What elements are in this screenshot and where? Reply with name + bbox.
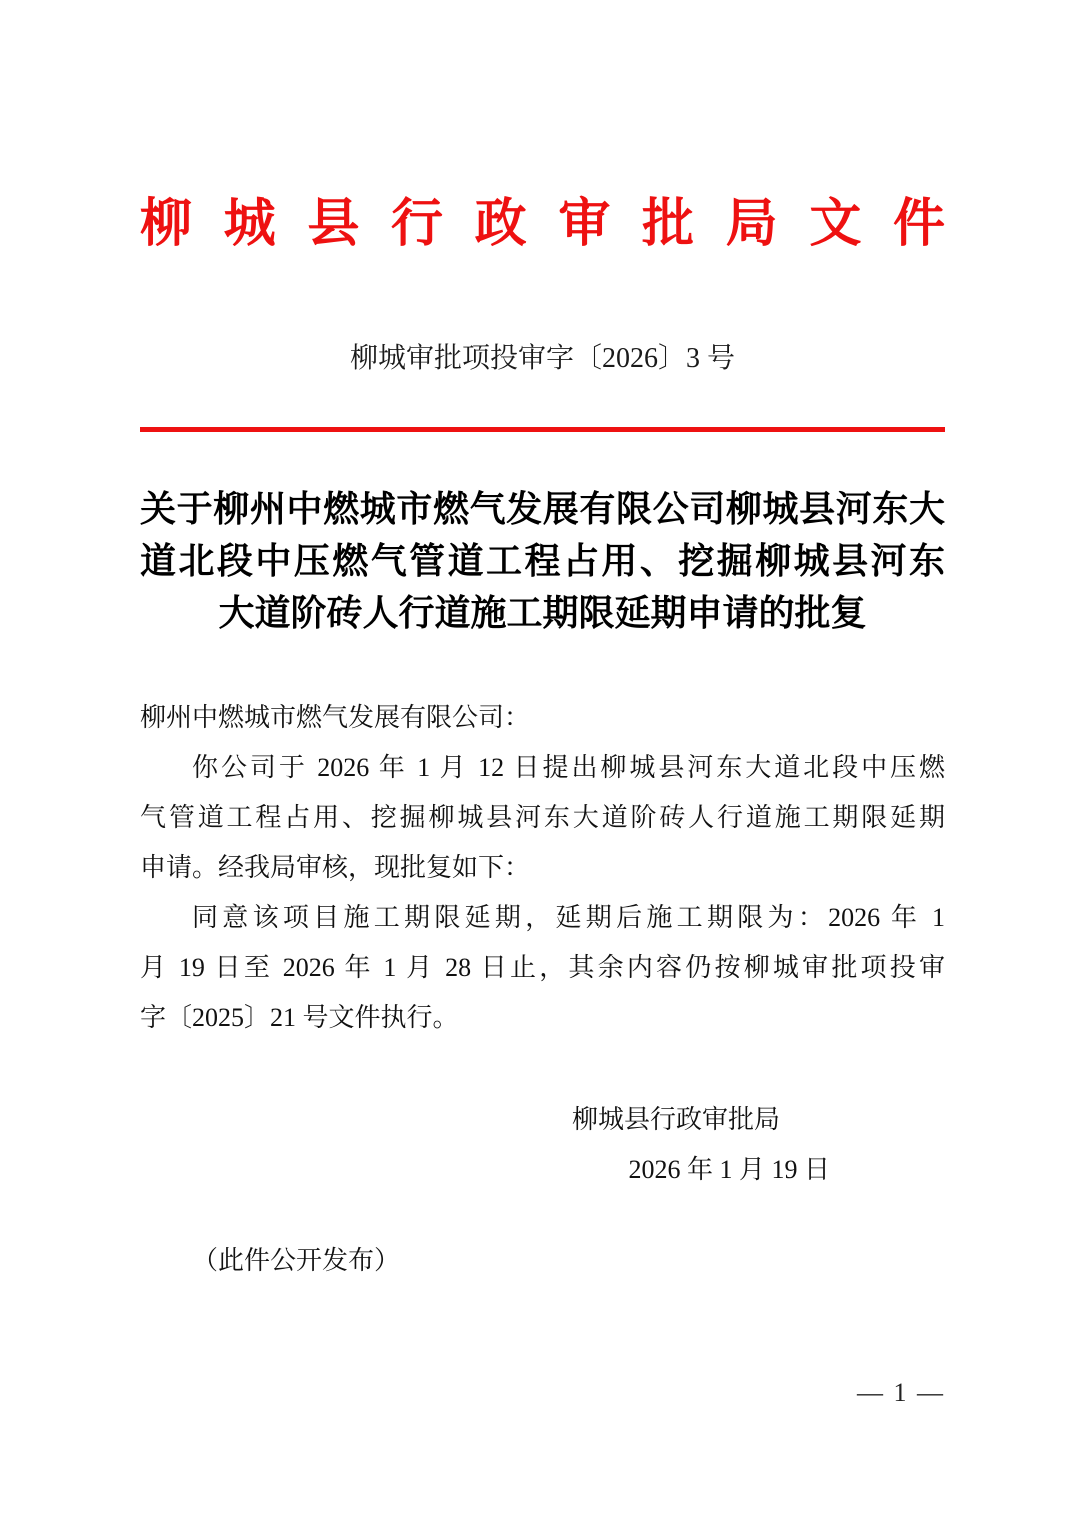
signature-block: [140, 1095, 945, 1195]
issuing-authority-name: 柳城县行政审批局: [571, 1105, 780, 1134]
document-body: [140, 693, 945, 1043]
document-title-line-2: 道北段中压燃气管道工程占用、挖掘柳城县河东: [140, 541, 945, 581]
page-number: — 1 —: [857, 1378, 945, 1407]
issue-date: 2026 年 1 月 19 日: [628, 1155, 830, 1184]
document-reference-number: 柳城审批项投审字〔2026〕3 号: [349, 343, 735, 374]
red-divider-line: [140, 427, 945, 432]
body-line: 字〔2025〕21 号文件执行。: [140, 1003, 459, 1032]
document-title: [140, 483, 945, 639]
red-letterhead-title: 柳城县行政审批局文件: [140, 196, 945, 253]
document-title-line-1: 关于柳州中燃城市燃气发展有限公司柳城县河东大: [140, 489, 945, 529]
salutation-line: 柳州中燃城市燃气发展有限公司：: [140, 703, 531, 732]
body-line: 你公司于 2026 年 1 月 12 日提出柳城县河东大道北段中压燃: [192, 753, 945, 782]
public-release-note: （此件公开发布）: [192, 1246, 401, 1275]
body-line: 气管道工程占用、挖掘柳城县河东大道阶砖人行道施工期限延期: [140, 803, 945, 832]
body-line: 月 19 日至 2026 年 1 月 28 日止，其余内容仍按柳城审批项投审: [140, 953, 945, 982]
document-title-line-3: 大道阶砖人行道施工期限延期申请的批复: [218, 593, 867, 633]
body-line: 同意该项目施工期限延期，延期后施工期限为：2026 年 1: [192, 903, 945, 932]
body-line: 申请。经我局审核，现批复如下：: [140, 853, 531, 882]
